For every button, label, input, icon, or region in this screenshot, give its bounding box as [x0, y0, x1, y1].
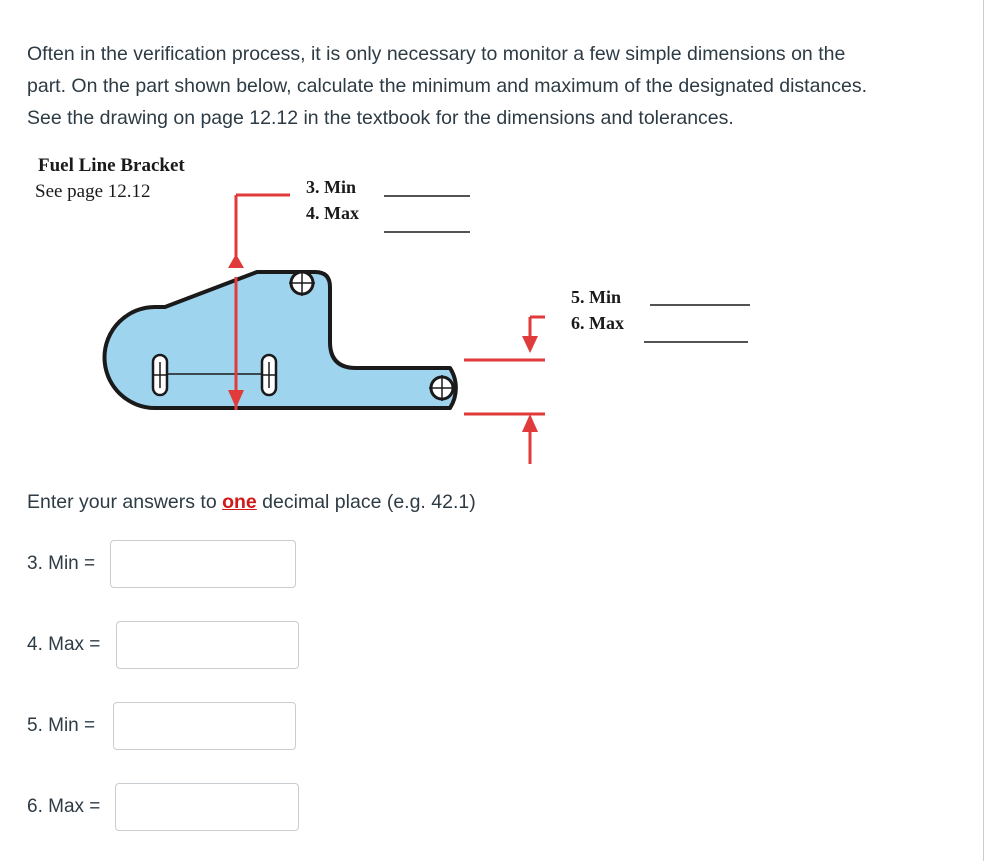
answer-input-5-min[interactable] [113, 702, 296, 750]
page-edge [983, 0, 984, 861]
figure-title: Fuel Line Bracket [38, 155, 185, 176]
answer-label-3-min: 3. Min = [27, 553, 96, 574]
figure-label-4: 4. Max [306, 203, 359, 223]
question-text [27, 38, 957, 134]
figure-label-6: 6. Max [571, 313, 624, 333]
answer-instructions [27, 491, 476, 514]
answer-label-4-max: 4. Max = [27, 634, 101, 655]
answer-input-4-max[interactable] [116, 621, 299, 669]
instructions-suffix: decimal place (e.g. 42.1) [256, 491, 476, 513]
question-line-1: Often in the verification process, it is only necessary to monitor a few simple dimensions on the [27, 43, 846, 65]
answer-label-5-min: 5. Min = [27, 715, 96, 736]
instructions-prefix: Enter your answers to [27, 491, 223, 513]
instructions-emphasis: one [222, 491, 257, 513]
figure-subtitle: See page 12.12 [35, 181, 151, 202]
figure-label-5: 5. Min [571, 287, 622, 307]
answer-input-3-min[interactable] [110, 540, 296, 588]
answer-label-6-max: 6. Max = [27, 796, 101, 817]
figure-label-3: 3. Min [306, 177, 357, 197]
question-line-2: part. On the part shown below, calculate the minimum and maximum of the designated distances. [27, 75, 868, 97]
fuel-line-bracket-figure [30, 152, 770, 472]
dimension-5-6 [464, 317, 545, 464]
answer-input-6-max[interactable] [115, 783, 299, 831]
question-line-3: See the drawing on page 12.12 in the textbook for the dimensions and tolerances. [27, 107, 734, 129]
